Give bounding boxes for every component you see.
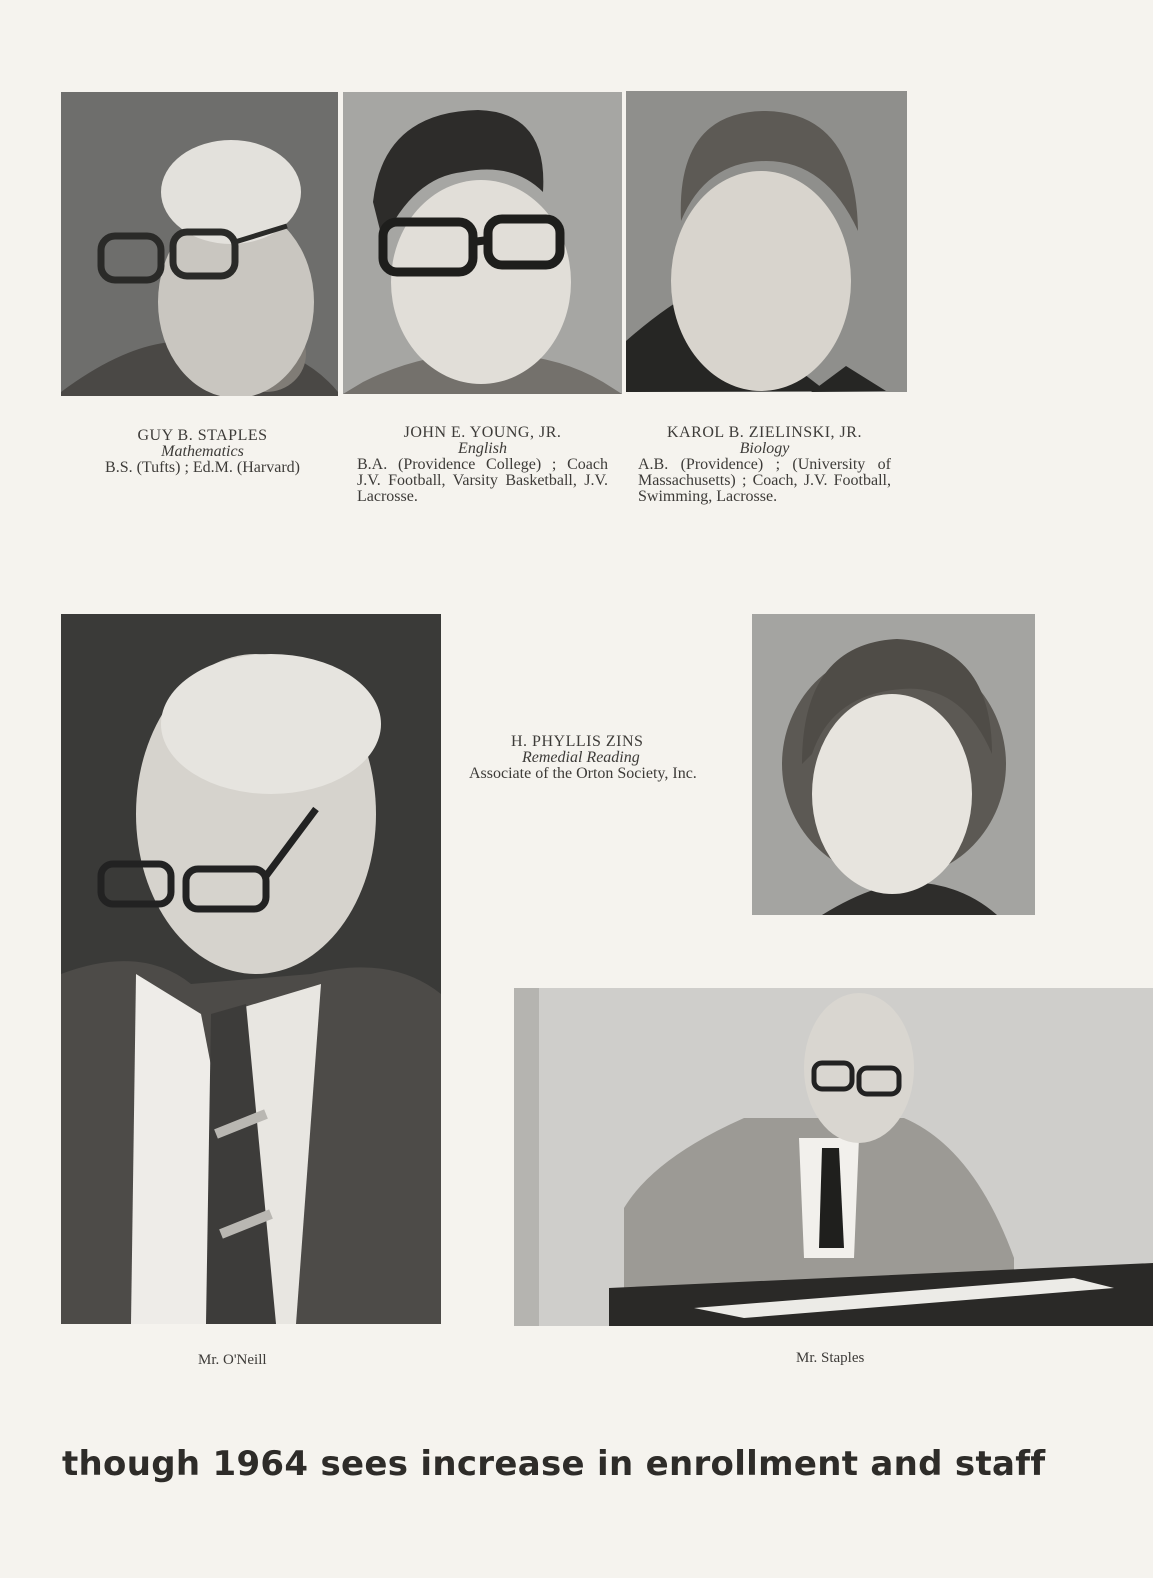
faculty-caption-zielinski: [638, 425, 891, 505]
faculty-subject: Mathematics: [161, 443, 244, 460]
faculty-name: KAROL B. ZIELINSKI, JR.: [667, 424, 862, 441]
portrait-karol-zielinski-image: [626, 91, 907, 392]
faculty-subject: Biology: [739, 440, 790, 457]
faculty-caption-staples: [77, 428, 328, 476]
portrait-john-young-image: [343, 92, 622, 394]
faculty-name: JOHN E. YOUNG, JR.: [403, 424, 562, 441]
faculty-caption-zins: [469, 734, 719, 782]
faculty-name: H. PHYLLIS ZINS: [511, 733, 644, 750]
photo-mr-staples: [514, 988, 1153, 1326]
faculty-details: Associate of the Orton Society, Inc.: [469, 765, 697, 782]
faculty-caption-young: [357, 425, 608, 505]
faculty-name: GUY B. STAPLES: [137, 427, 268, 444]
portrait-karol-zielinski: [626, 91, 907, 392]
faculty-subject: Remedial Reading: [522, 749, 640, 766]
portrait-john-young: [343, 92, 622, 394]
portrait-guy-staples: [61, 92, 338, 396]
portrait-guy-staples-image: [61, 92, 338, 396]
portrait-phyllis-zins: [752, 614, 1035, 915]
portrait-phyllis-zins-image: [752, 614, 1035, 915]
faculty-details: A.B. (Providence) ; (University of Massachusetts) ; Coach, J.V. Football, Swimming, Lacrosse.: [638, 456, 891, 505]
page-headline: though 1964 sees increase in enrollment and staff: [62, 1444, 1046, 1484]
photo-mr-staples-image: [514, 988, 1153, 1326]
caption-mr-oneill: Mr. O'Neill: [198, 1352, 267, 1368]
faculty-details: B.A. (Providence College) ; Coach J.V. Football, Varsity Basketball, J.V. Lacrosse.: [357, 456, 608, 505]
faculty-subject: English: [458, 440, 507, 457]
caption-mr-staples: Mr. Staples: [796, 1350, 865, 1366]
faculty-details: B.S. (Tufts) ; Ed.M. (Harvard): [105, 459, 300, 476]
photo-mr-oneill-image: [61, 614, 441, 1324]
photo-mr-oneill: [61, 614, 441, 1324]
